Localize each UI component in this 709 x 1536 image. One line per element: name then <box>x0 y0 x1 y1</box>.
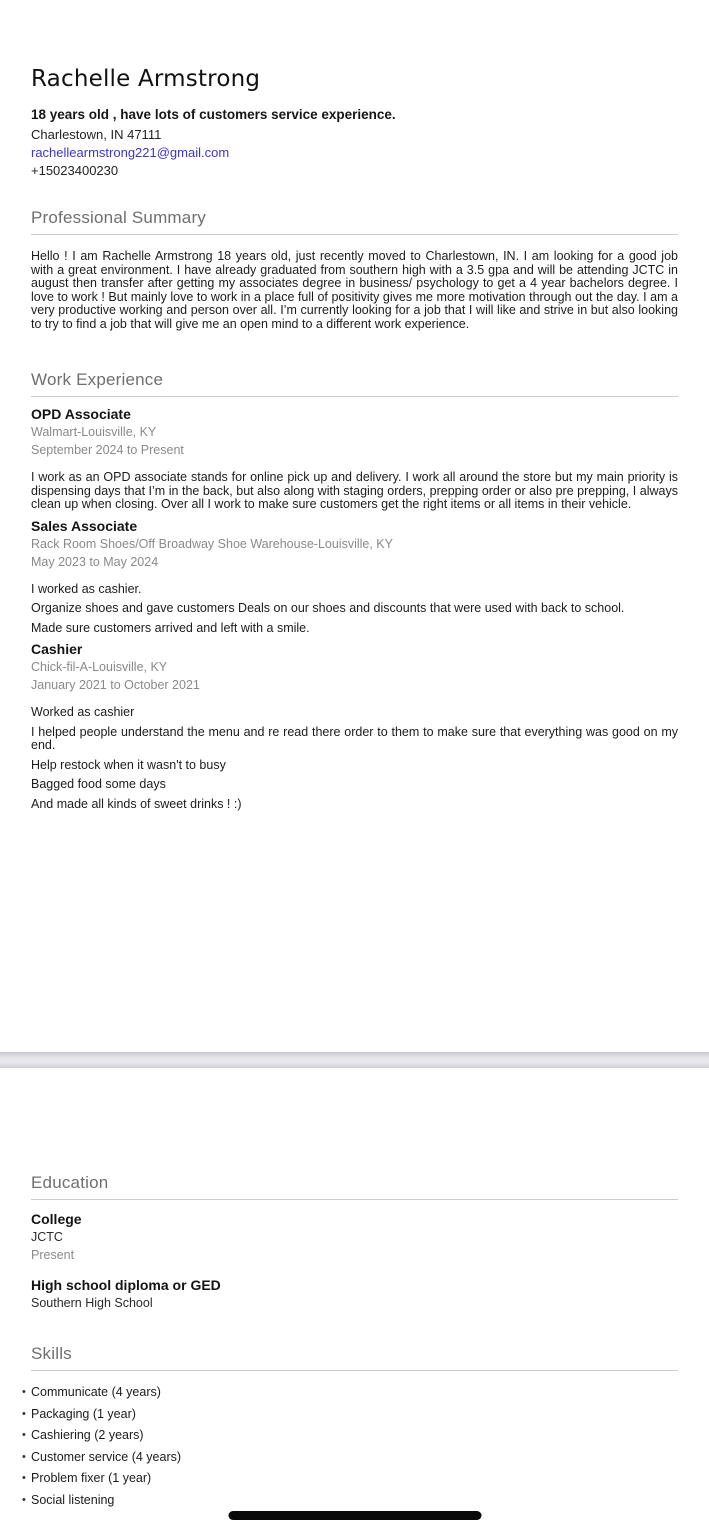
job-description-paragraph: Organize shoes and gave customers Deals on our shoes and discounts that were used with back to school. <box>31 601 625 615</box>
skill-item: • Customer service (4 years) <box>31 1447 678 1469</box>
job-title: Sales Associate <box>31 517 138 534</box>
job-description <box>31 706 678 811</box>
job-description-paragraph: Made sure customers arrived and left with a smile. <box>31 620 310 635</box>
job-entry-sales-associate <box>31 518 678 636</box>
skill-item: • Cashiering (2 years) <box>31 1425 678 1447</box>
work-experience-list <box>31 406 678 811</box>
page-break-divider <box>0 1052 709 1068</box>
job-description-paragraph: I work as an OPD associate stands for online pick up and delivery. I work all around the store but my main priority is dispensing days that I’m in the back, but also along with staging orders, prepping order or also pre prepping, I always clean up when closing. Over all I work to make sure customers get the right items or all items in their vehicle. <box>31 470 678 511</box>
education-entry-college <box>31 1211 678 1264</box>
education-school: Southern High School <box>31 1296 153 1310</box>
email-link[interactable]: rachellearmstrong221@gmail.com <box>31 145 230 160</box>
candidate-name: Rachelle Armstrong <box>31 66 261 92</box>
candidate-phone: +15023400230 <box>31 163 119 178</box>
education-entry-high-school <box>31 1277 678 1312</box>
job-description <box>31 471 678 512</box>
resume-page-2 <box>0 1172 709 1512</box>
skill-item: • Problem fixer (1 year) <box>31 1468 678 1490</box>
professional-summary-text: Hello ! I am Rachelle Armstrong 18 years old, just recently moved to Charlestown, IN. I am looking for a good job with a great environment. I have already graduated from southern high with a 3.5 gpa and will be attending JCTC in august then transfer after getting my associates degree in business/ psychology to get a 4 year bachelors degree. I love to work ! But mainly love to work in a place full of positivity gives me more motivation through out the day. I am a very productive working and person over all. I’m currently looking for a job that I will like and strive in but also looking to try to find a job that will give me an open mind to a different work experience. <box>31 249 678 331</box>
job-company: Chick-fil-A-Louisville, KY <box>31 660 168 674</box>
job-description-paragraph: I helped people understand the menu and re read there order to them to make sure that everything was good on my end. <box>31 724 678 752</box>
job-dates: January 2021 to October 2021 <box>31 678 200 692</box>
education-degree: High school diploma or GED <box>31 1277 221 1293</box>
candidate-location: Charlestown, IN 47111 <box>31 127 162 142</box>
job-description <box>31 583 678 636</box>
section-title-skills: Skills <box>31 1343 678 1371</box>
job-title: Cashier <box>31 641 83 657</box>
skill-item: • Social listening <box>31 1490 678 1512</box>
job-dates: May 2023 to May 2024 <box>31 554 159 569</box>
section-title-education: Education <box>31 1172 678 1200</box>
job-description-paragraph: And made all kinds of sweet drinks ! :) <box>31 796 242 811</box>
job-dates: September 2024 to Present <box>31 443 184 457</box>
skills-list <box>31 1382 678 1512</box>
education-dates: Present <box>31 1248 75 1262</box>
skill-item: • Packaging (1 year) <box>31 1404 678 1426</box>
section-title-professional-summary: Professional Summary <box>31 207 678 235</box>
job-title: OPD Associate <box>31 406 131 422</box>
job-description-paragraph: Bagged food some days <box>31 777 166 791</box>
job-entry-opd-associate <box>31 406 678 512</box>
job-company: Walmart-Louisville, KY <box>31 425 157 439</box>
education-school: JCTC <box>31 1230 63 1244</box>
home-indicator[interactable] <box>228 1511 481 1520</box>
contact-info <box>31 126 678 180</box>
job-description-paragraph: Help restock when it wasn't to busy <box>31 757 226 772</box>
job-company: Rack Room Shoes/Off Broadway Shoe Warehouse-Louisville, KY <box>31 536 393 551</box>
candidate-tagline: 18 years old , have lots of customers service experience. <box>31 107 396 122</box>
job-description-paragraph: I worked as cashier. <box>31 581 142 596</box>
section-title-work-experience: Work Experience <box>31 369 678 397</box>
education-list <box>31 1211 678 1312</box>
job-entry-cashier <box>31 641 678 811</box>
skill-item: • Communicate (4 years) <box>31 1382 678 1404</box>
job-description-paragraph: Worked as cashier <box>31 705 135 719</box>
education-degree: College <box>31 1211 82 1227</box>
